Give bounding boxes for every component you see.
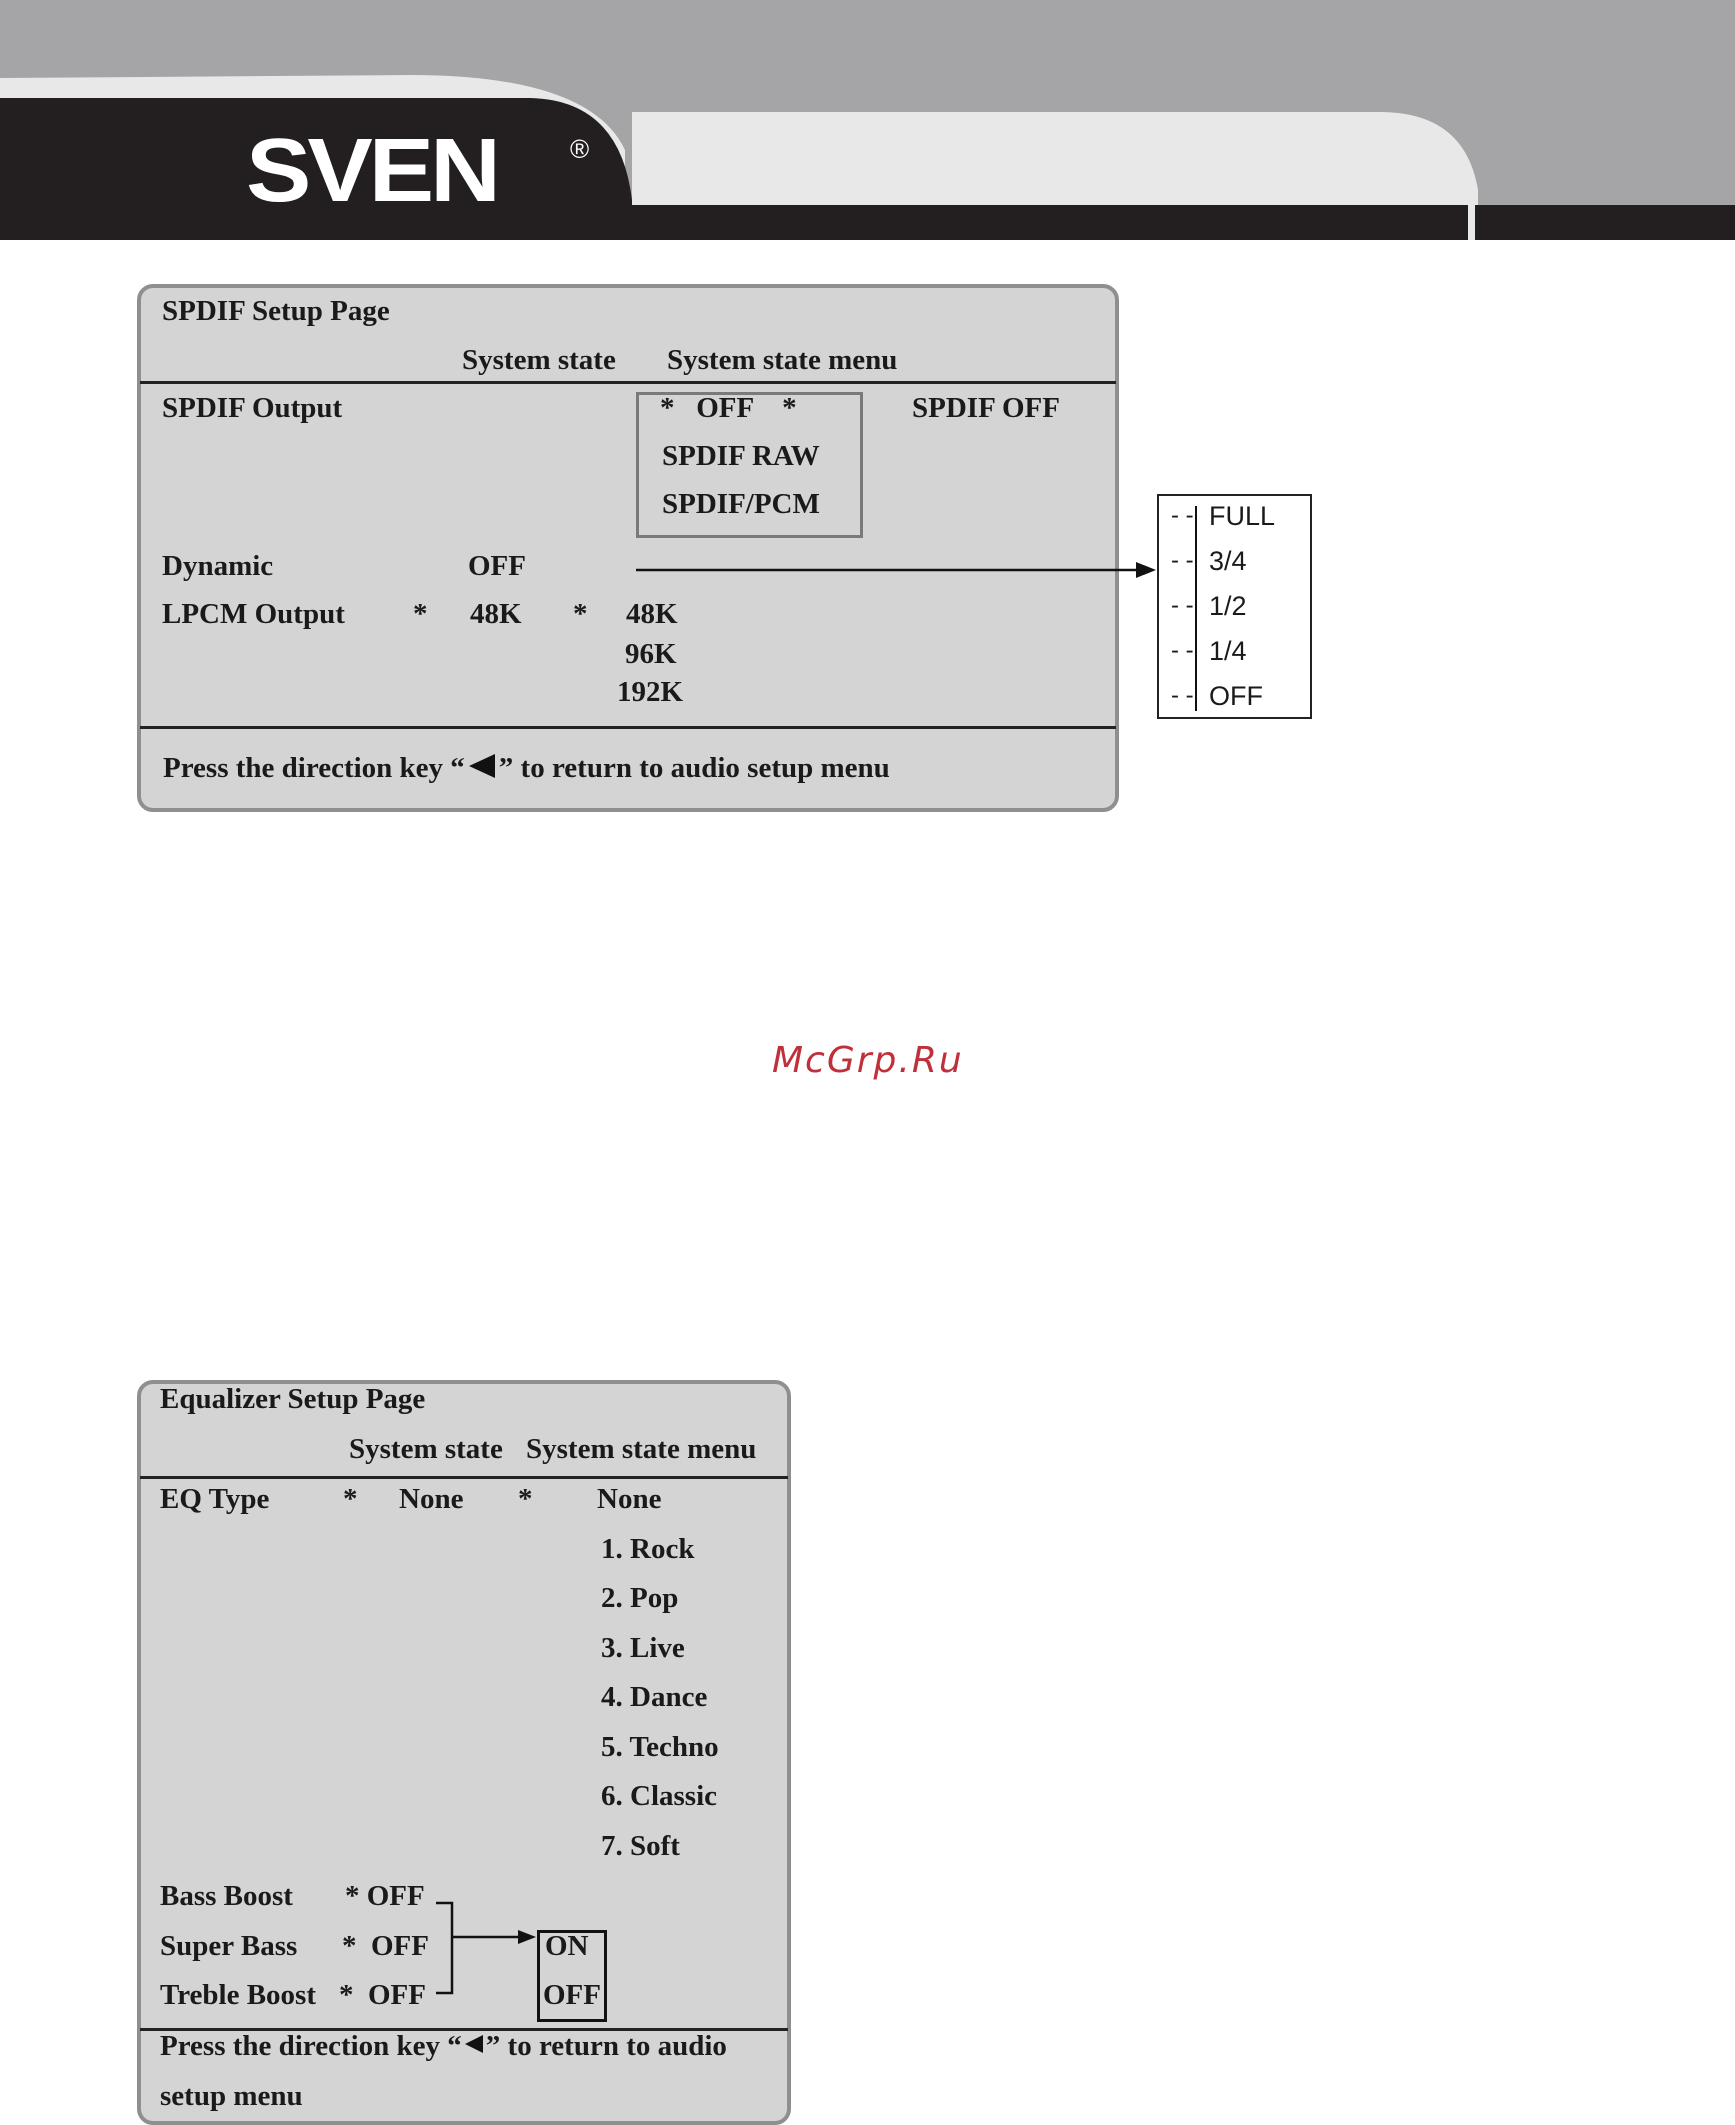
spdif-footer-hint bbox=[163, 752, 890, 785]
left-arrow-icon bbox=[463, 2033, 485, 2055]
dash-icon: - - bbox=[1171, 502, 1194, 529]
spdif-menu-selected[interactable]: * OFF * bbox=[660, 392, 797, 424]
dynamic-scale-line bbox=[1193, 506, 1199, 711]
eq-footer-hint-line2: setup menu bbox=[160, 2080, 303, 2112]
dynamic-option[interactable]: 1/2 bbox=[1209, 591, 1247, 621]
lpcm-menu-star: * bbox=[573, 598, 588, 630]
left-arrow-icon bbox=[467, 753, 497, 779]
dynamic-label: Dynamic bbox=[162, 550, 274, 582]
treble-boost-label: Treble Boost bbox=[160, 1979, 317, 2011]
eq-page-title: Equalizer Setup Page bbox=[160, 1383, 426, 1415]
lpcm-state-star: * bbox=[413, 598, 428, 630]
dynamic-arrow bbox=[630, 555, 1160, 585]
spdif-menu-raw[interactable]: SPDIF RAW bbox=[662, 440, 820, 472]
spdif-footer-divider bbox=[140, 726, 1116, 729]
lpcm-option[interactable]: 192K bbox=[617, 676, 684, 708]
dynamic-option[interactable]: FULL bbox=[1209, 501, 1276, 531]
lpcm-state: 48K bbox=[470, 598, 522, 630]
dynamic-options-list bbox=[1157, 494, 1312, 719]
lpcm-option[interactable]: 48K bbox=[626, 598, 678, 630]
toggle-bracket-arrow bbox=[430, 1895, 540, 2005]
footer-text-after: ” to return to audio bbox=[485, 2030, 727, 2062]
super-bass-state: * OFF bbox=[342, 1930, 429, 1962]
eq-option[interactable]: 7. Soft bbox=[601, 1830, 680, 1862]
spdif-page-title: SPDIF Setup Page bbox=[162, 295, 390, 327]
dynamic-option[interactable]: OFF bbox=[1209, 681, 1263, 711]
eq-option[interactable]: None bbox=[597, 1483, 662, 1515]
eq-col-menu: System state menu bbox=[526, 1433, 757, 1465]
toggle-option-off[interactable]: OFF bbox=[543, 1979, 601, 2011]
spdif-menu-pcm[interactable]: SPDIF/PCM bbox=[662, 488, 820, 520]
spdif-col-state: System state bbox=[462, 344, 616, 376]
page-header bbox=[0, 0, 1735, 240]
eq-option[interactable]: 1. Rock bbox=[601, 1533, 695, 1565]
spdif-output-state: SPDIF OFF bbox=[912, 392, 1060, 424]
eq-col-state: System state bbox=[349, 1433, 503, 1465]
bass-boost-label: Bass Boost bbox=[160, 1880, 293, 1912]
dash-icon: - - bbox=[1171, 547, 1194, 574]
dynamic-option[interactable]: 3/4 bbox=[1209, 546, 1247, 576]
footer-text-after: ” to return to audio setup menu bbox=[498, 752, 890, 784]
eq-header-divider bbox=[140, 1476, 788, 1479]
eq-option[interactable]: 3. Live bbox=[601, 1632, 685, 1664]
registered-mark: ® bbox=[570, 134, 590, 164]
super-bass-label: Super Bass bbox=[160, 1930, 298, 1962]
eq-type-state: None bbox=[399, 1483, 464, 1515]
watermark: McGrp.Ru bbox=[772, 1040, 964, 1081]
eq-option[interactable]: 2. Pop bbox=[601, 1582, 679, 1614]
eq-state-star: * bbox=[343, 1483, 358, 1515]
eq-option[interactable]: 5. Techno bbox=[601, 1731, 719, 1763]
dynamic-option[interactable]: 1/4 bbox=[1209, 636, 1247, 666]
treble-boost-state: * OFF bbox=[339, 1979, 426, 2011]
footer-text-before: Press the direction key “ bbox=[163, 752, 465, 784]
spdif-setup-panel bbox=[137, 284, 1119, 812]
dash-icon: - - bbox=[1171, 682, 1194, 709]
eq-footer-hint bbox=[160, 2030, 727, 2063]
eq-menu-star: * bbox=[518, 1483, 533, 1515]
spdif-col-menu: System state menu bbox=[667, 344, 898, 376]
dash-icon: - - bbox=[1171, 592, 1194, 619]
bass-boost-state: * OFF bbox=[345, 1880, 425, 1912]
eq-option[interactable]: 4. Dance bbox=[601, 1681, 708, 1713]
footer-text-before: Press the direction key “ bbox=[160, 2030, 462, 2062]
lpcm-output-label: LPCM Output bbox=[162, 598, 345, 630]
dynamic-state: OFF bbox=[468, 550, 526, 582]
dash-icon: - - bbox=[1171, 637, 1194, 664]
spdif-header-divider bbox=[140, 381, 1116, 384]
eq-option[interactable]: 6. Classic bbox=[601, 1780, 717, 1812]
toggle-option-on[interactable]: ON bbox=[545, 1930, 589, 1962]
eq-type-label: EQ Type bbox=[160, 1483, 270, 1515]
spdif-output-label: SPDIF Output bbox=[162, 392, 343, 424]
lpcm-option[interactable]: 96K bbox=[625, 638, 677, 670]
sven-logo: SVEN bbox=[246, 118, 497, 221]
